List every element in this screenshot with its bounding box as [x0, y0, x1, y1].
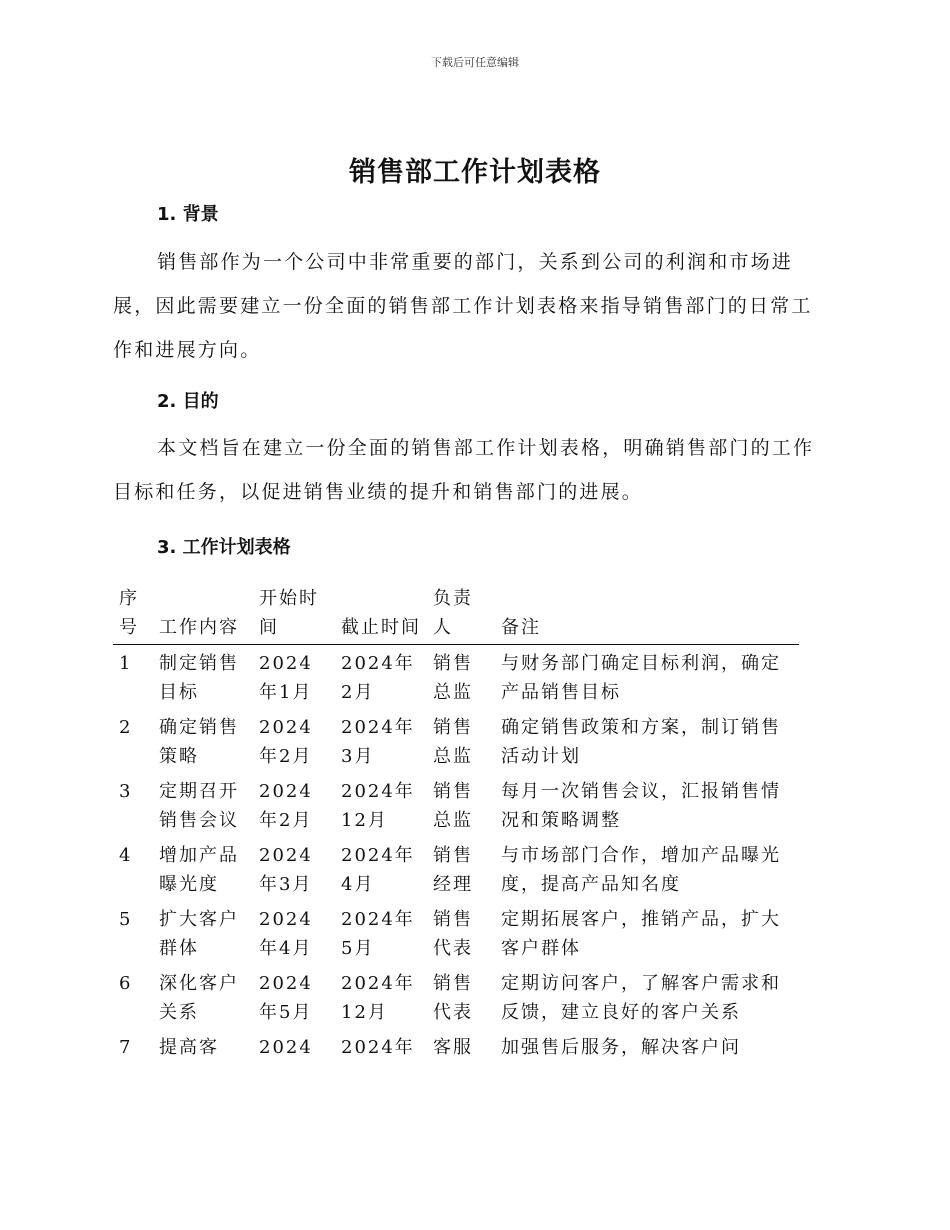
- cell-end: 2024年12月: [341, 781, 415, 831]
- table-row: [113, 773, 799, 837]
- cell-owner: 销售代表: [433, 973, 473, 1023]
- work-plan-table: [113, 584, 799, 1064]
- purpose-paragraph: 本文档旨在建立一份全面的销售部工作计划表格，明确销售部门的工作目标和任务，以促进销售业绩的提升和销售部门的进展。: [113, 437, 815, 503]
- table-row: [113, 709, 799, 773]
- section-heading-purpose: 2. 目的: [157, 391, 219, 412]
- cell-task: 深化客户关系: [159, 973, 239, 1023]
- document-title: 销售部工作计划表格: [349, 157, 601, 188]
- header-task: 工作内容: [153, 584, 253, 645]
- header-start: 开始时间: [253, 584, 335, 645]
- cell-number: 4: [119, 845, 133, 866]
- cell-number: 5: [119, 909, 133, 930]
- cell-note: 与市场部门合作，增加产品曝光度，提高产品知名度: [501, 845, 781, 895]
- header-end: 截止时间: [335, 584, 427, 645]
- header-number: 序号: [113, 584, 153, 645]
- table-row: [113, 965, 799, 1029]
- cell-owner: 销售总监: [433, 653, 473, 703]
- cell-number: 6: [119, 973, 133, 994]
- cell-task: 制定销售目标: [159, 653, 239, 703]
- cell-start: 2024年1月: [259, 653, 313, 703]
- section-heading-background: 1. 背景: [157, 204, 219, 225]
- cell-owner: 销售代表: [433, 909, 473, 959]
- cell-note: 定期访问客户，了解客户需求和反馈，建立良好的客户关系: [501, 973, 781, 1023]
- cell-end: 2024年5月: [341, 909, 415, 959]
- cell-owner: 销售总监: [433, 781, 473, 831]
- table-row: [113, 645, 799, 710]
- cell-start: 2024年3月: [259, 845, 313, 895]
- header-note: 备注: [495, 584, 799, 645]
- cell-number: 1: [119, 653, 133, 674]
- cell-task: 定期召开销售会议: [159, 781, 239, 831]
- cell-owner: 销售经理: [433, 845, 473, 895]
- header-owner: 负责人: [427, 584, 495, 645]
- cell-number: 2: [119, 717, 133, 738]
- cell-task: 扩大客户群体: [159, 909, 239, 959]
- background-paragraph: 销售部作为一个公司中非常重要的部门，关系到公司的利润和市场进展，因此需要建立一份全面的销售部工作计划表格来指导销售部门的日常工作和进展方向。: [113, 251, 813, 361]
- cell-task: 增加产品曝光度: [159, 845, 239, 895]
- cell-end: 2024年4月: [341, 845, 415, 895]
- cell-owner: 销售总监: [433, 717, 473, 767]
- cell-start: 2024年2月: [259, 717, 313, 767]
- cell-note: 加强售后服务，解决客户问: [501, 1037, 741, 1058]
- cell-start: 2024年2月: [259, 781, 313, 831]
- cell-number: 7: [119, 1037, 133, 1058]
- table-header-row: [113, 584, 799, 645]
- cell-number: 3: [119, 781, 133, 802]
- cell-start: 2024年5月: [259, 973, 313, 1023]
- table-row: [113, 901, 799, 965]
- cell-task: 确定销售策略: [159, 717, 239, 767]
- cell-start: 2024年4月: [259, 909, 313, 959]
- cell-note: 与财务部门确定目标利润，确定产品销售目标: [501, 653, 781, 703]
- table-row: [113, 837, 799, 901]
- cell-note: 定期拓展客户，推销产品，扩大客户群体: [501, 909, 781, 959]
- cell-note: 每月一次销售会议，汇报销售情况和策略调整: [501, 781, 781, 831]
- cell-end: 2024年12月: [341, 973, 415, 1023]
- table-row: [113, 1029, 799, 1064]
- cell-task: 提高客: [159, 1037, 219, 1058]
- cell-end: 2024年2月: [341, 653, 415, 703]
- cell-end: 2024年3月: [341, 717, 415, 767]
- cell-start: 2024: [259, 1037, 313, 1058]
- cell-owner: 客服: [433, 1037, 473, 1058]
- cell-end: 2024年: [341, 1037, 415, 1058]
- cell-note: 确定销售政策和方案，制订销售活动计划: [501, 717, 781, 767]
- section-heading-plan: 3. 工作计划表格: [157, 537, 291, 558]
- watermark-text: 下载后可任意编辑: [431, 56, 519, 69]
